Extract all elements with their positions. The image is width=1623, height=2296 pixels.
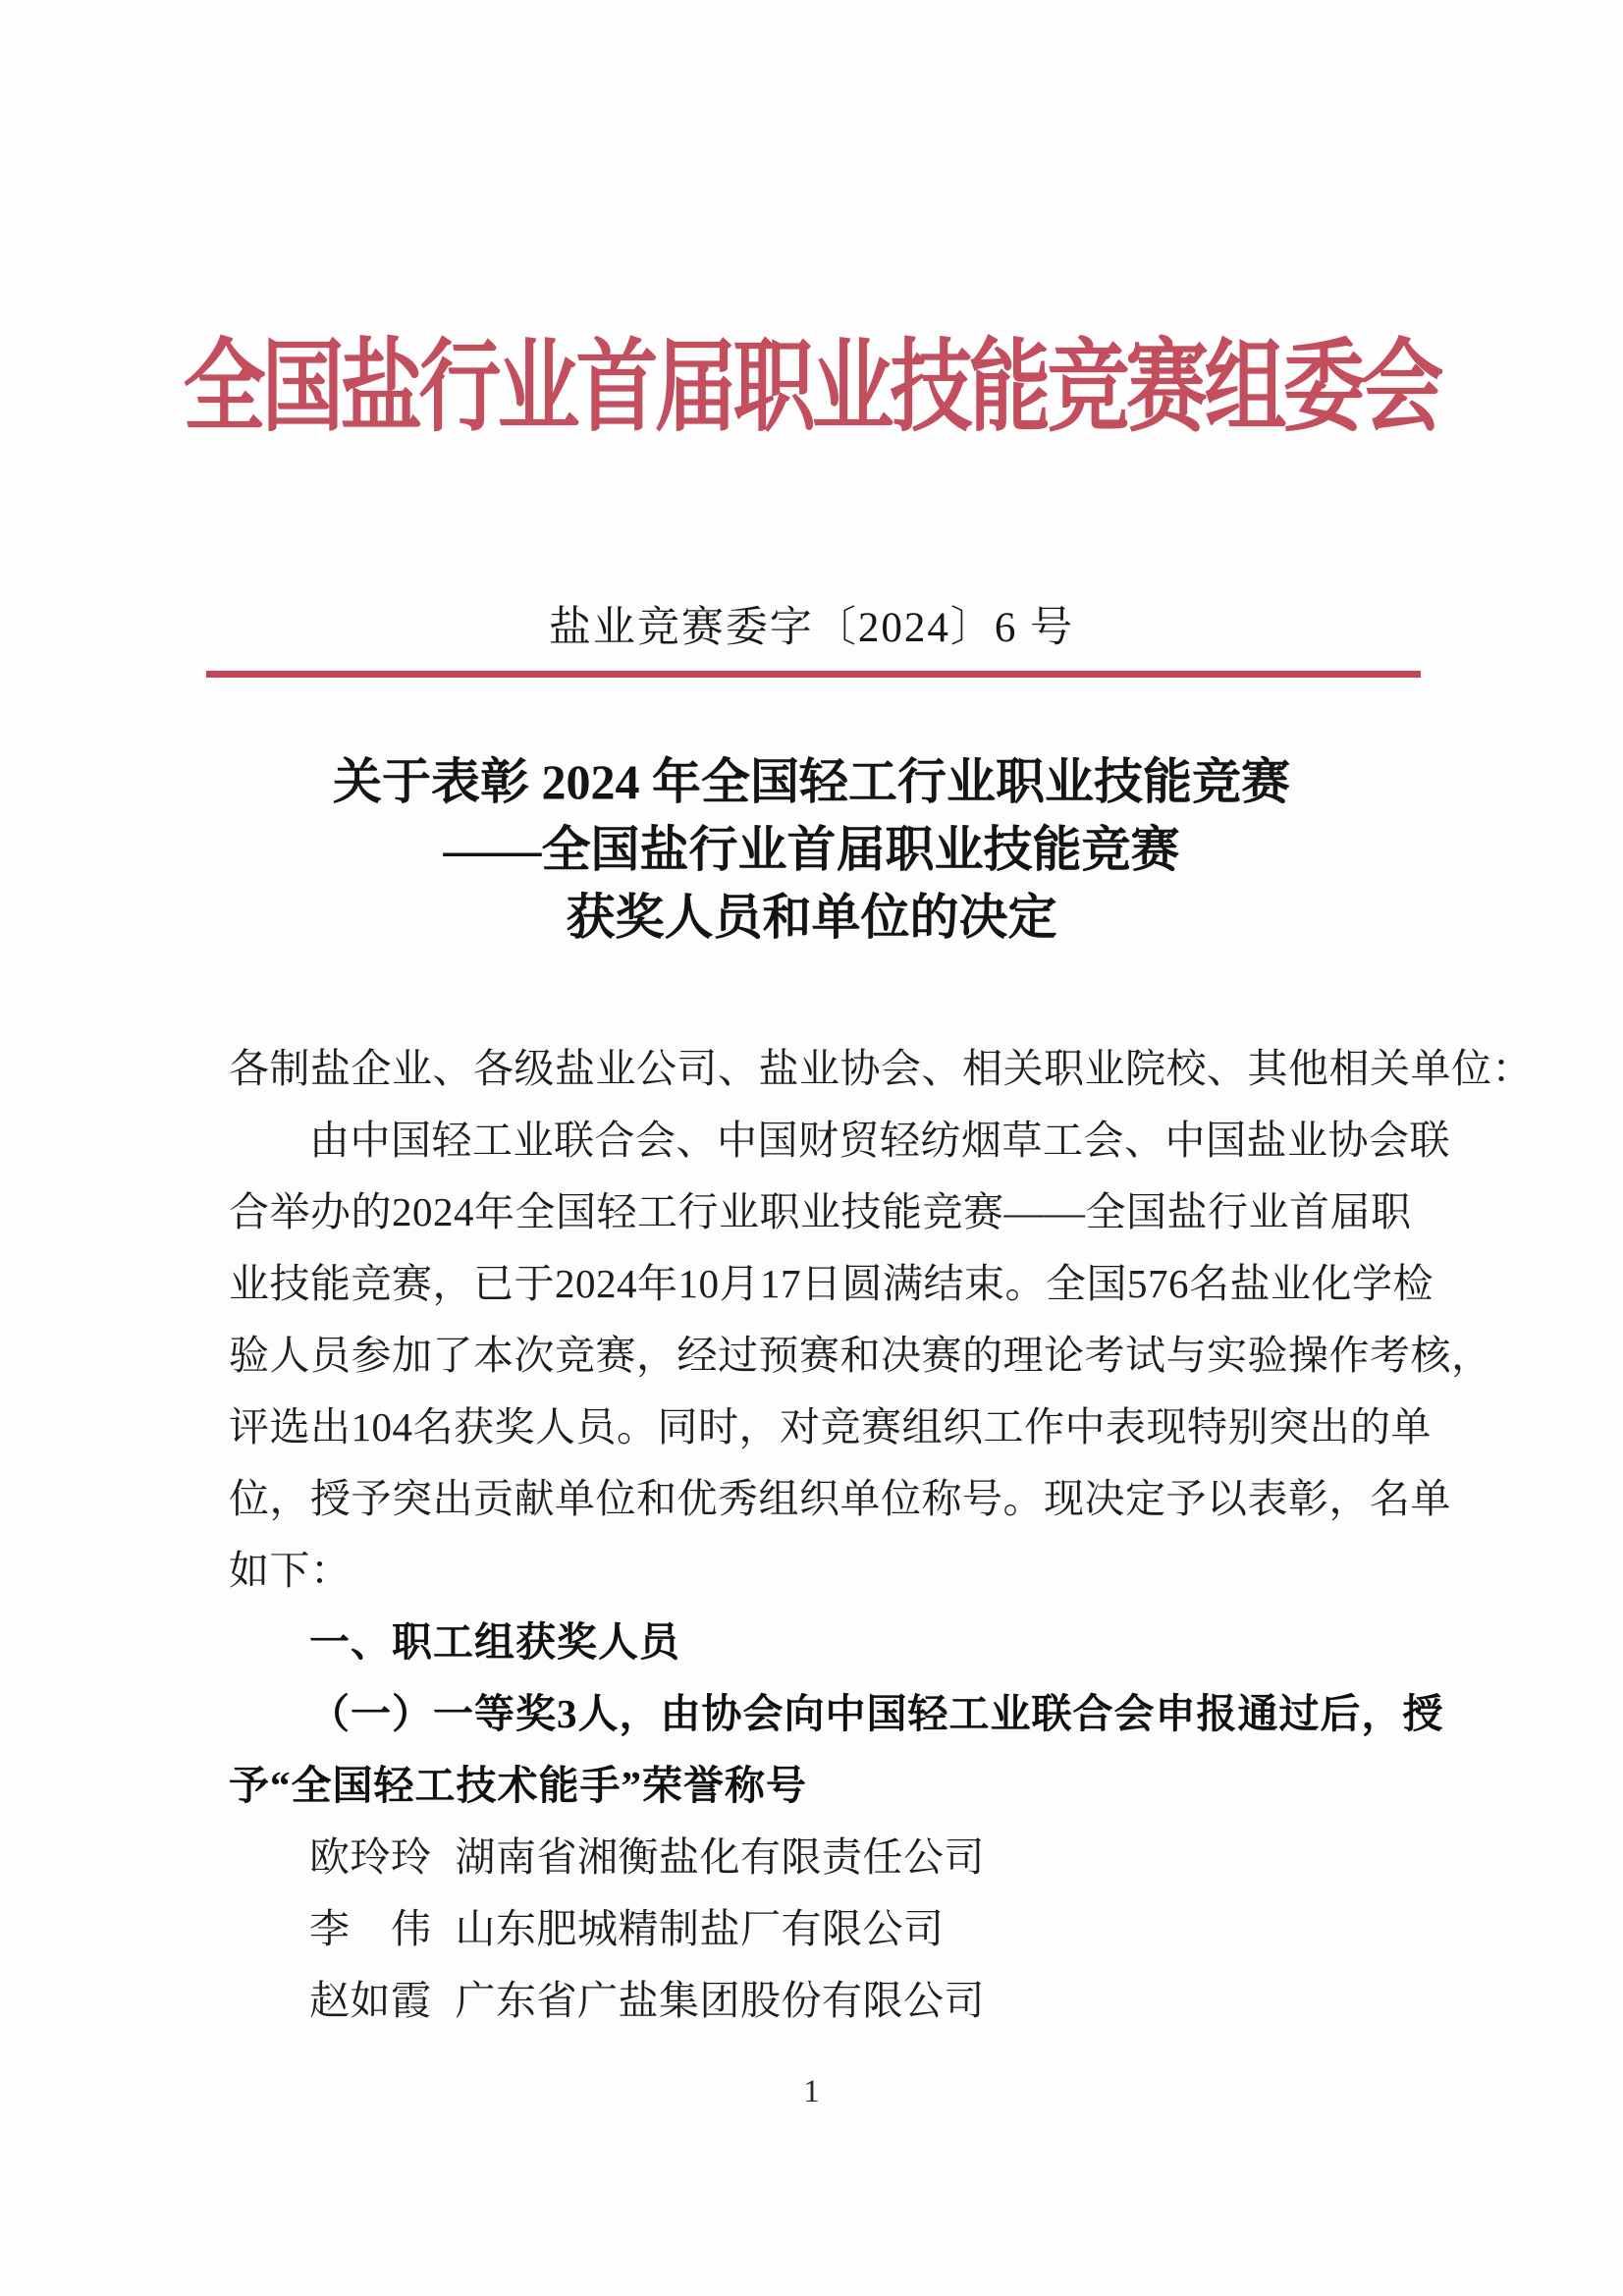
winner-company: 湖南省湘衡盐化有限责任公司: [455, 1834, 985, 1880]
page-number: 1: [803, 2074, 820, 2109]
letterhead: [0, 324, 1623, 454]
body-line: 业技能竞赛，已于2024年10月17日圆满结束。全国576名盐业化学检: [229, 1261, 1434, 1306]
winner-row: [229, 1965, 1436, 2037]
subsection-heading-first-prize: （一）一等奖3人，由协会向中国轻工业联合会申报通过后，授: [309, 1691, 1444, 1736]
title-line-3: 获奖人员和单位的决定: [566, 890, 1057, 945]
document-number: 盐业竞赛委字〔2024〕6 号: [548, 605, 1075, 651]
body-line: 如下：: [229, 1548, 352, 1593]
title-line-2: ——全国盐行业首届职业技能竞赛: [443, 822, 1180, 877]
winner-name: 李 伟: [309, 1906, 432, 1951]
body-line: 合举办的2024年全国轻工行业职业技能竞赛——全国盐行业首届职: [229, 1189, 1412, 1234]
winner-company: 广东省广盐集团股份有限公司: [455, 1978, 985, 2023]
title-line-1: 关于表彰 2024 年全国轻工行业职业技能竞赛: [333, 754, 1290, 809]
red-divider-line: [206, 671, 1421, 678]
winner-company: 山东肥城精制盐厂有限公司: [455, 1906, 945, 1951]
winner-name: 欧玲玲: [309, 1834, 432, 1880]
subsection-heading-first-prize-cont: 予“全国轻工技术能手”荣誉称号: [229, 1763, 807, 1808]
letterhead-org-name: 全国盐行业首届职业技能竞赛组委会: [183, 332, 1440, 445]
salutation-line: 各制盐企业、各级盐业公司、盐业协会、相关职业院校、其他相关单位：: [229, 1046, 1533, 1091]
document-body: [229, 1033, 1533, 2037]
body-line: 由中国轻工业联合会、中国财贸轻纺烟草工会、中国盐业协会联: [309, 1118, 1450, 1163]
winner-row: [229, 1893, 1436, 1965]
body-line: 位，授予突出贡献单位和优秀组织单位称号。现决定予以表彰，名单: [229, 1476, 1451, 1521]
section-heading-employee-group: 一、职工组获奖人员: [309, 1619, 680, 1665]
winner-row: [229, 1822, 1436, 1893]
winner-name: 赵如霞: [309, 1978, 432, 2023]
document-title: [0, 748, 1623, 952]
body-line: 验人员参加了本次竞赛，经过预赛和决赛的理论考试与实验操作考核，: [229, 1333, 1492, 1378]
body-line: 评选出104名获奖人员。同时，对竞赛组织工作中表现特别突出的单: [229, 1404, 1432, 1449]
